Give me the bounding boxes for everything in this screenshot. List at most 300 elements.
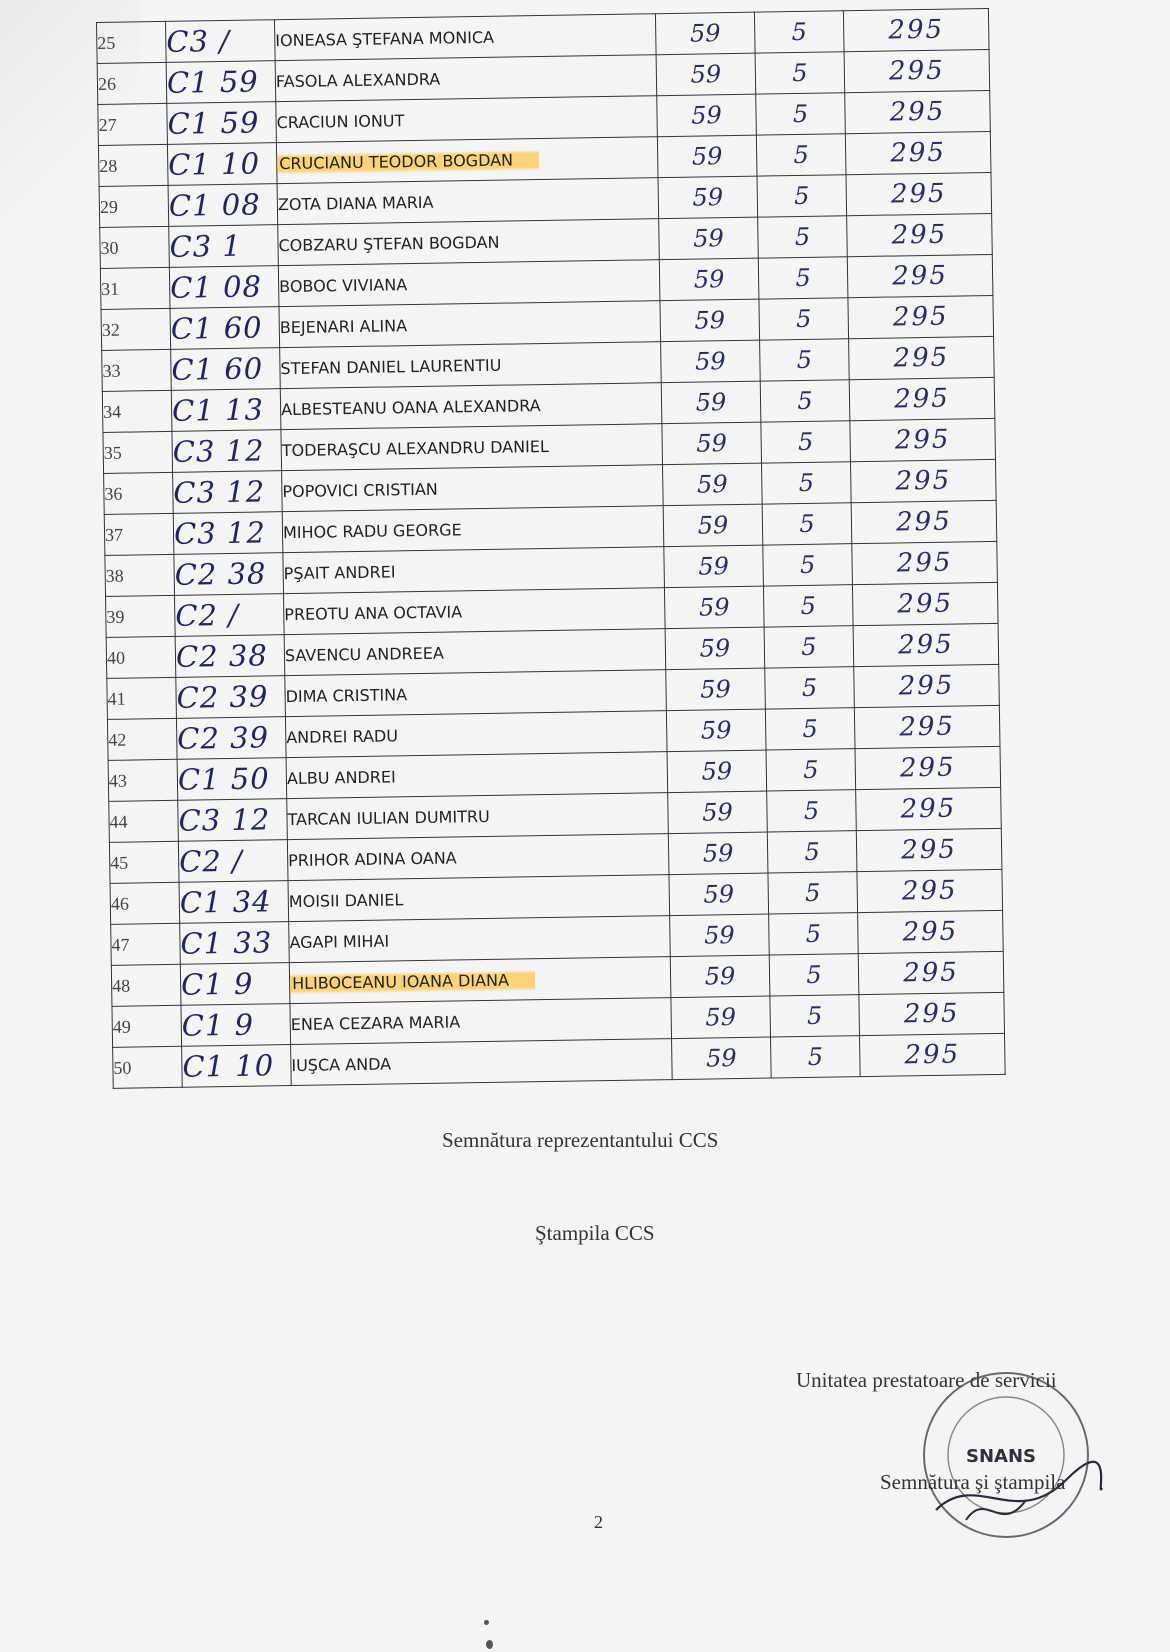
handwritten-value-total: 295 — [891, 219, 948, 251]
handwritten-value-a-cell — [670, 955, 770, 998]
participant-name: CRUCIANU TEODOR BOGDAN — [277, 148, 539, 175]
handwritten-code-cell — [169, 266, 279, 309]
row-number: 28 — [99, 155, 118, 176]
participant-name: ALBU ANDREI — [286, 766, 396, 788]
handwritten-code: C1 9 — [180, 966, 254, 1002]
row-number-cell — [111, 923, 181, 965]
handwritten-code: C1 60 — [171, 351, 264, 387]
participant-name-cell — [276, 137, 658, 184]
row-number-cell — [103, 431, 173, 473]
participant-name-cell — [283, 547, 665, 594]
participant-name-cell — [279, 301, 661, 348]
handwritten-value-a-cell — [670, 914, 770, 957]
handwritten-value-a: 59 — [693, 265, 725, 294]
handwritten-value-b: 5 — [800, 591, 817, 621]
handwritten-value-b-cell — [763, 585, 853, 627]
handwritten-value-total-cell — [858, 910, 1004, 953]
participant-name-cell — [286, 752, 668, 799]
handwritten-value-total-cell — [853, 623, 999, 666]
handwritten-value-b-cell — [759, 298, 849, 340]
handwritten-value-b-cell — [762, 462, 852, 504]
ccs-stamp-label: Ştampila CCS — [535, 1221, 655, 1245]
handwritten-code: C2 38 — [174, 556, 267, 592]
handwritten-value-total-cell — [856, 828, 1002, 871]
row-number: 48 — [111, 975, 131, 996]
row-number: 43 — [108, 770, 128, 791]
handwritten-value-b-cell — [765, 708, 855, 750]
handwritten-value-a-cell — [667, 750, 767, 793]
handwritten-value-total: 295 — [888, 14, 945, 46]
handwritten-value-total: 295 — [897, 588, 954, 620]
participant-name: BEJENARI ALINA — [279, 315, 408, 337]
handwritten-value-total-cell — [851, 500, 997, 543]
row-number: 45 — [110, 852, 129, 873]
row-number-cell — [97, 21, 167, 63]
handwritten-code: C1 13 — [171, 392, 265, 428]
handwritten-code: C2 39 — [176, 679, 269, 715]
handwritten-value-total-cell — [849, 336, 995, 379]
handwritten-value-b: 5 — [797, 427, 814, 457]
participant-name-cell — [285, 670, 667, 717]
handwritten-value-a-cell — [669, 873, 769, 916]
handwritten-value-a: 59 — [700, 675, 732, 704]
handwritten-value-a-cell — [671, 996, 771, 1039]
row-number: 30 — [100, 237, 119, 258]
handwritten-value-total-cell — [848, 295, 994, 338]
handwritten-code: C1 10 — [182, 1048, 275, 1084]
provider-label: Unitatea prestatoare de servicii — [796, 1368, 1057, 1392]
participant-name: HLIBOCEANU IOANA DIANA — [290, 968, 535, 995]
participant-name-cell — [275, 55, 657, 102]
handwritten-code-cell — [168, 184, 278, 227]
participant-name-cell — [282, 465, 664, 512]
row-number: 40 — [106, 647, 126, 668]
row-number: 35 — [103, 442, 122, 463]
handwritten-value-a: 59 — [692, 224, 724, 253]
handwritten-code-cell — [166, 61, 276, 104]
handwritten-value-b: 5 — [795, 263, 811, 293]
row-number: 42 — [108, 729, 127, 750]
handwritten-value-a: 59 — [705, 1003, 737, 1032]
handwritten-value-a-cell — [661, 381, 761, 424]
handwritten-code-cell — [177, 758, 287, 801]
row-number: 31 — [101, 278, 120, 299]
handwritten-value-b: 5 — [802, 714, 819, 743]
handwritten-value-b-cell — [760, 380, 850, 422]
handwritten-value-total-cell — [850, 418, 996, 461]
handwritten-code: C1 9 — [181, 1007, 255, 1043]
row-number-cell — [109, 800, 179, 842]
row-number-cell — [104, 472, 174, 514]
handwritten-value-a: 59 — [701, 757, 733, 786]
participant-name-cell — [280, 383, 662, 430]
handwritten-value-b: 5 — [801, 632, 817, 661]
handwritten-value-total-cell — [845, 90, 991, 133]
handwritten-value-a: 59 — [696, 470, 728, 499]
handwritten-value-a-cell — [664, 545, 764, 588]
participant-name: ALBESTEANU OANA ALEXANDRA — [280, 395, 541, 419]
handwritten-code: C1 59 — [167, 105, 260, 141]
handwritten-value-total-cell — [858, 951, 1004, 994]
handwritten-value-a: 59 — [690, 60, 722, 89]
handwritten-value-total-cell — [847, 254, 993, 297]
participant-name-cell — [278, 260, 660, 307]
handwritten-value-total: 295 — [902, 957, 960, 989]
handwritten-value-a-cell — [665, 627, 765, 670]
row-number: 37 — [104, 524, 124, 545]
handwritten-value-b: 5 — [796, 345, 813, 375]
handwritten-code: C1 50 — [177, 761, 270, 797]
row-number: 49 — [112, 1016, 131, 1037]
row-number-cell — [110, 882, 180, 924]
participant-name: ZOTA DIANA MARIA — [277, 192, 434, 214]
handwritten-value-b-cell — [765, 667, 855, 709]
handwritten-value-a: 59 — [700, 716, 732, 745]
handwritten-code-cell — [179, 881, 289, 924]
handwritten-value-a: 59 — [691, 142, 723, 171]
handwritten-code-cell — [175, 635, 285, 678]
handwritten-value-a: 59 — [703, 921, 735, 950]
handwritten-value-b: 5 — [804, 837, 820, 866]
participants-table-body — [97, 8, 1006, 1088]
handwritten-value-total: 295 — [893, 342, 950, 374]
row-number-cell — [101, 308, 171, 350]
participant-name: POPOVICI CRISTIAN — [282, 479, 438, 501]
handwritten-value-a: 59 — [702, 839, 734, 868]
handwritten-code: C2 / — [178, 843, 244, 879]
row-number-cell — [99, 185, 169, 227]
handwritten-value-b: 5 — [806, 1001, 823, 1030]
handwritten-value-a-cell — [662, 422, 762, 465]
handwritten-value-b-cell — [771, 1036, 861, 1078]
handwritten-value-total-cell — [845, 131, 991, 174]
row-number: 50 — [113, 1057, 132, 1078]
handwritten-value-a-cell — [659, 258, 759, 301]
handwritten-code-cell — [169, 225, 279, 268]
handwritten-value-a-cell — [657, 94, 757, 137]
handwritten-value-a: 59 — [703, 880, 735, 909]
handwritten-value-b: 5 — [803, 796, 820, 825]
handwritten-value-total-cell — [843, 8, 989, 51]
participant-name-cell — [281, 424, 663, 471]
handwritten-value-b-cell — [762, 503, 852, 545]
row-number: 36 — [104, 483, 123, 504]
participant-name: TARCAN IULIAN DUMITRU — [287, 806, 490, 829]
handwritten-value-a-cell — [666, 668, 766, 711]
handwritten-value-a: 59 — [701, 798, 733, 827]
handwritten-value-a-cell — [656, 53, 756, 96]
handwritten-value-a: 59 — [694, 306, 726, 335]
row-number-cell — [105, 554, 175, 596]
handwritten-code-cell — [174, 553, 284, 596]
row-number: 25 — [97, 32, 116, 53]
handwritten-value-b-cell — [769, 954, 859, 996]
handwritten-value-a-cell — [658, 176, 758, 219]
handwritten-code: C1 59 — [166, 64, 259, 100]
row-number: 27 — [98, 114, 117, 135]
ccs-signature-label: Semnătura reprezentantului CCS — [442, 1128, 719, 1152]
handwritten-value-total-cell — [859, 992, 1005, 1035]
participant-name-cell — [287, 834, 669, 881]
handwritten-value-b-cell — [755, 52, 845, 94]
participant-name: COBZARU ŞTEFAN BOGDAN — [278, 232, 500, 255]
handwritten-value-total-cell — [856, 787, 1002, 830]
participant-name: IONEASA ŞTEFANA MONICA — [275, 27, 495, 50]
row-number-cell — [109, 841, 179, 883]
handwritten-value-total-cell — [847, 213, 993, 256]
row-number: 47 — [111, 934, 130, 955]
participant-name-cell — [289, 957, 671, 1004]
handwritten-value-a: 59 — [705, 1044, 737, 1073]
handwritten-value-a-cell — [663, 504, 763, 547]
handwritten-code: C3 12 — [173, 474, 266, 510]
speck — [484, 1620, 489, 1625]
handwritten-code: C1 33 — [180, 925, 273, 961]
participant-name: STEFAN DANIEL LAURENTIU — [280, 355, 502, 378]
speck — [486, 1640, 493, 1649]
handwritten-value-b-cell — [767, 831, 857, 873]
row-number: 26 — [97, 73, 117, 94]
row-number-cell — [107, 718, 177, 760]
handwritten-code: C2 / — [175, 597, 240, 633]
handwritten-value-b: 5 — [791, 17, 808, 47]
participant-name: FASOLA ALEXANDRA — [275, 69, 441, 91]
handwritten-code-cell — [181, 1004, 291, 1047]
handwritten-value-total: 295 — [890, 178, 947, 210]
handwritten-code: C1 08 — [169, 269, 263, 305]
handwritten-value-total: 295 — [899, 752, 956, 784]
handwritten-value-b-cell — [768, 872, 858, 914]
handwritten-value-a: 59 — [698, 552, 730, 581]
row-number-cell — [112, 1005, 182, 1047]
handwritten-value-b: 5 — [799, 509, 815, 539]
participant-name-cell — [278, 219, 660, 266]
handwritten-value-a: 59 — [689, 19, 721, 48]
row-number: 29 — [99, 196, 119, 217]
handwritten-value-total-cell — [849, 377, 995, 420]
handwritten-value-b-cell — [757, 175, 847, 217]
participant-name: ENEA CEZARA MARIA — [290, 1011, 461, 1034]
handwritten-code-cell — [171, 389, 281, 432]
handwritten-value-total: 295 — [902, 916, 959, 948]
row-number-cell — [100, 226, 170, 268]
handwritten-value-a: 59 — [704, 962, 736, 991]
handwritten-value-b: 5 — [792, 58, 808, 88]
provider-signature-label: Semnătura şi ştampila — [880, 1470, 1066, 1494]
handwritten-value-b-cell — [763, 544, 853, 586]
handwritten-code: C1 08 — [168, 187, 261, 223]
handwritten-value-a: 59 — [696, 429, 728, 458]
stamp-center-text: SNANS — [966, 1446, 1036, 1467]
participant-name-cell — [291, 1039, 673, 1086]
handwritten-value-b-cell — [770, 995, 860, 1037]
handwritten-code-cell — [178, 799, 288, 842]
handwritten-value-b: 5 — [793, 181, 810, 211]
row-number: 44 — [109, 811, 128, 832]
handwritten-value-total-cell — [855, 746, 1001, 789]
participant-name-cell — [289, 916, 671, 963]
participant-name: SAVENCU ANDREEA — [284, 643, 444, 665]
handwritten-value-b-cell — [758, 216, 848, 258]
participant-name: PRIHOR ADINA OANA — [288, 847, 457, 870]
handwritten-value-a: 59 — [699, 634, 731, 663]
handwritten-code: C3 1 — [169, 228, 243, 264]
handwritten-value-a-cell — [672, 1037, 772, 1080]
handwritten-value-b: 5 — [797, 386, 813, 416]
row-number-cell — [113, 1046, 183, 1088]
handwritten-value-total: 295 — [890, 137, 947, 169]
row-number-cell — [106, 595, 176, 637]
row-number-cell — [108, 759, 178, 801]
handwritten-code: C1 34 — [179, 884, 272, 920]
handwritten-value-total: 295 — [897, 629, 954, 661]
handwritten-value-b: 5 — [792, 99, 809, 129]
handwritten-code-cell — [180, 922, 290, 965]
handwritten-value-b-cell — [766, 749, 856, 791]
handwritten-value-total-cell — [854, 705, 1000, 748]
participant-name-cell — [287, 793, 669, 840]
handwritten-value-total: 295 — [895, 506, 953, 538]
participant-name: BOBOC VIVIANA — [279, 274, 408, 296]
participant-name-cell — [282, 506, 664, 553]
handwritten-value-a: 59 — [697, 511, 729, 540]
handwritten-value-total: 295 — [898, 670, 955, 702]
handwritten-value-a-cell — [663, 463, 763, 506]
handwritten-value-b: 5 — [805, 919, 822, 948]
row-number-cell — [102, 390, 172, 432]
handwritten-value-total: 295 — [893, 383, 951, 415]
participant-name: PREOTU ANA OCTAVIA — [284, 601, 463, 624]
participant-name: CRACIUN IONUT — [276, 110, 405, 132]
handwritten-code-cell — [176, 717, 286, 760]
handwritten-value-a-cell — [659, 217, 759, 260]
row-number: 34 — [102, 401, 122, 422]
handwritten-value-total: 295 — [892, 260, 949, 292]
row-number-cell — [111, 964, 181, 1006]
participant-name: ANDREI RADU — [286, 725, 399, 747]
handwritten-value-total-cell — [860, 1033, 1006, 1076]
participant-name-cell — [290, 998, 672, 1045]
handwritten-value-total-cell — [852, 582, 998, 625]
handwritten-value-b: 5 — [794, 222, 811, 252]
handwritten-value-b-cell — [769, 913, 859, 955]
participant-name-cell — [284, 629, 666, 676]
handwritten-value-total-cell — [852, 541, 998, 584]
handwritten-value-b-cell — [756, 134, 846, 176]
row-number: 46 — [110, 893, 130, 914]
handwritten-value-total: 295 — [889, 96, 946, 128]
handwritten-code-cell — [173, 512, 283, 555]
handwritten-value-a-cell — [668, 832, 768, 875]
handwritten-value-a: 59 — [695, 388, 727, 417]
row-number-cell — [104, 513, 174, 555]
handwritten-value-total: 295 — [894, 424, 951, 456]
handwritten-value-a: 59 — [698, 593, 730, 622]
handwritten-value-total: 295 — [899, 711, 956, 743]
handwritten-code-cell — [175, 594, 285, 637]
handwritten-value-b: 5 — [801, 673, 818, 702]
handwritten-code-cell — [176, 676, 286, 719]
participant-name: MOISII DANIEL — [288, 889, 404, 911]
row-number-cell — [100, 267, 170, 309]
handwritten-value-b-cell — [760, 339, 850, 381]
handwritten-value-b-cell — [754, 11, 844, 53]
handwritten-value-b-cell — [756, 93, 846, 135]
handwritten-code-cell — [167, 143, 277, 186]
row-number-cell — [107, 677, 177, 719]
handwritten-value-a-cell — [657, 135, 757, 178]
handwritten-value-a-cell — [655, 12, 755, 55]
participant-name-cell — [284, 588, 666, 635]
handwritten-value-total-cell — [850, 459, 996, 502]
handwritten-code: C3 12 — [173, 515, 267, 551]
row-number-cell — [98, 103, 168, 145]
handwritten-value-b-cell — [761, 421, 851, 463]
row-number-cell — [106, 636, 176, 678]
handwritten-code-cell — [170, 307, 280, 350]
handwritten-value-total: 295 — [901, 834, 958, 866]
handwritten-value-a-cell — [661, 340, 761, 383]
handwritten-code-cell — [178, 840, 288, 883]
handwritten-value-a: 59 — [691, 101, 723, 130]
handwritten-value-a-cell — [666, 709, 766, 752]
handwritten-value-b: 5 — [799, 550, 816, 580]
handwritten-code-cell — [171, 348, 281, 391]
handwritten-value-total-cell — [857, 869, 1003, 912]
handwritten-value-total: 295 — [903, 998, 960, 1030]
row-number: 39 — [106, 606, 125, 627]
handwritten-value-a-cell — [660, 299, 760, 342]
handwritten-code: C1 60 — [170, 310, 263, 346]
page-number: 2 — [594, 1512, 603, 1532]
handwritten-code: C3 12 — [178, 802, 271, 838]
handwritten-value-total: 295 — [888, 55, 945, 87]
participant-name-cell — [288, 875, 670, 922]
handwritten-value-b-cell — [758, 257, 848, 299]
handwritten-code-cell — [167, 102, 277, 145]
participant-name: IUŞCA ANDA — [291, 1053, 392, 1075]
participant-name-cell — [285, 711, 667, 758]
participant-name-cell — [276, 96, 658, 143]
handwritten-value-b: 5 — [802, 755, 819, 784]
handwritten-value-total: 295 — [892, 301, 949, 333]
participants-table — [96, 8, 1006, 1089]
row-number: 32 — [101, 319, 120, 340]
row-number: 41 — [107, 688, 126, 709]
participant-name: TODERAŞCU ALEXANDRU DANIEL — [281, 436, 549, 460]
handwritten-code-cell — [172, 430, 282, 473]
row-number-cell — [102, 349, 172, 391]
participant-name: AGAPI MIHAI — [289, 931, 390, 952]
handwritten-value-b-cell — [764, 626, 854, 668]
handwritten-code-cell — [182, 1045, 292, 1088]
handwritten-value-a: 59 — [692, 183, 724, 212]
handwritten-value-b: 5 — [798, 468, 815, 498]
handwritten-value-b: 5 — [795, 304, 812, 334]
handwritten-value-b: 5 — [793, 140, 810, 170]
handwritten-value-a-cell — [664, 586, 764, 629]
handwritten-value-b: 5 — [807, 1042, 824, 1071]
participant-name: PŞAIT ANDREI — [283, 561, 396, 583]
participant-name-cell — [277, 178, 659, 225]
handwritten-code-cell — [173, 471, 283, 514]
row-number-cell — [97, 62, 167, 104]
handwritten-value-total: 295 — [900, 793, 957, 825]
handwritten-value-a-cell — [668, 791, 768, 834]
handwritten-value-a: 59 — [694, 347, 726, 376]
row-number: 33 — [102, 360, 121, 381]
handwritten-value-total-cell — [854, 664, 1000, 707]
